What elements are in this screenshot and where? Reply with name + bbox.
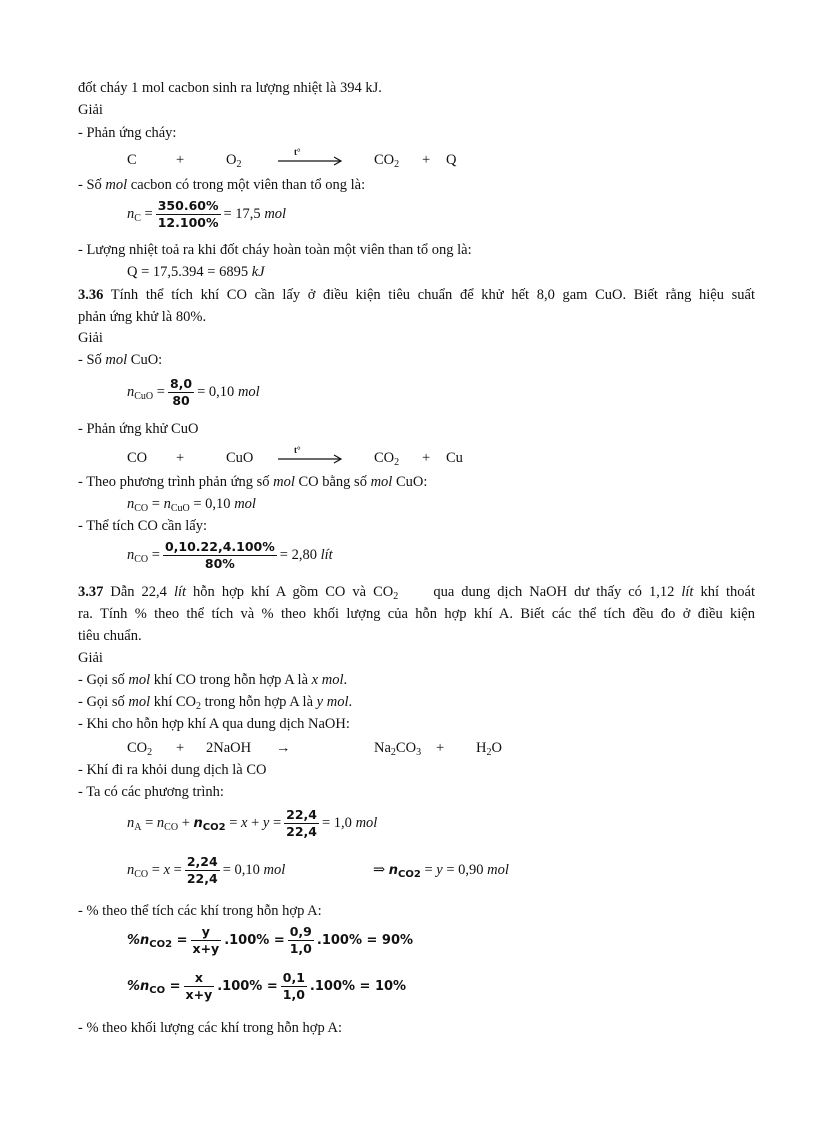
problem-3-37-number: 3.37 bbox=[78, 584, 104, 600]
stoich-label: - Theo phương trình phản ứng số mol CO bằng số mol CuO: bbox=[78, 474, 428, 490]
nco-volume-formula: $n_{CO}$ = $\frac{0,10.22,4.100\%}{80\%}$ = 2,80 lít bbox=[127, 539, 333, 572]
eq1-reactant-a: C bbox=[127, 152, 137, 168]
nc-fraction: $\frac{350.60\%}{12.100\%}$ bbox=[157, 198, 219, 231]
reduction-label: - Phản ứng khử CuO bbox=[78, 421, 199, 437]
combustion-label: - Phản ứng cháy: bbox=[78, 125, 177, 141]
problem-3-36-text: Tính thể tích khí CO cần lấy ở điều kiện tiêu chuẩn để khử hết 8,0 gam CuO. Biết rằng hiệu suất bbox=[110, 287, 755, 303]
volume-label: - Thể tích CO cần lấy: bbox=[78, 518, 207, 534]
eq1-plus2: + bbox=[422, 152, 431, 168]
let-x-line: - Gọi số mol khí CO trong hỗn hợp A là x mol. bbox=[78, 672, 348, 688]
ncuo-fraction: $\frac{8,0}{80}$ bbox=[169, 376, 193, 409]
eq3-product-c: $Na_2CO_3$ bbox=[374, 740, 422, 758]
heat-label: - Lượng nhiệt toả ra khi đốt cháy hoàn toàn một viên than tổ ong là: bbox=[78, 242, 472, 258]
svg-text:t°: t° bbox=[294, 445, 301, 455]
intro-text: đốt cháy 1 mol cacbon sinh ra lượng nhiệt là 394 kJ. bbox=[78, 80, 382, 96]
ncuo-formula: $n_{CuO}$ = $\frac{8,0}{80}$ = 0,10 mol bbox=[127, 376, 260, 409]
eq2-plus: + bbox=[176, 450, 185, 466]
eq1-product-c: $CO_2$ bbox=[374, 152, 400, 170]
eq1-plus: + bbox=[176, 152, 185, 168]
equations-label: - Ta có các phương trình: bbox=[78, 784, 224, 800]
right-arrow-icon: → bbox=[276, 740, 291, 756]
solution-heading-3: Giải bbox=[78, 650, 103, 666]
problem-3-36 bbox=[78, 286, 755, 304]
problem-3-37-text-2: ra. Tính % theo thể tích và % theo khối lượng của hỗn hợp khí A. Biết các thể tích đều đo ở điều kiện bbox=[78, 606, 755, 622]
problem-3-37: 3.37 Dẫn 22,4 lít hỗn hợp khí A gồm CO và $CO_2$ qua dung dịch NaOH dư thấy có 1,12 lít khí thoát bbox=[78, 584, 755, 602]
pct-co-formula: $\%n_{CO}$ = $\frac{x}{x+y}$ .100% = $\frac{0,1}{1,0}$ .100% = 10% bbox=[127, 970, 407, 1003]
problem-3-36-text-2: phản ứng khử là 80%. bbox=[78, 309, 207, 325]
solution-heading: Giải bbox=[78, 102, 103, 118]
problem-3-37-text-3: tiêu chuẩn. bbox=[78, 628, 142, 644]
let-y-line: - Gọi số mol khí $CO_2$ trong hỗn hợp A là y mol. bbox=[78, 694, 353, 712]
naoh-label: - Khi cho hỗn hợp khí A qua dung dịch NaOH: bbox=[78, 716, 350, 732]
equation-reduction bbox=[0, 445, 816, 469]
na-formula: $n_A = n_{CO} + n_{CO2} = x + y$ = $\frac{22,4}{22,4}$ = 1,0 mol bbox=[127, 807, 378, 840]
nco-equality: $n_{CO} = n_{CuO} = 0,10$ mol bbox=[127, 496, 256, 514]
nco-fraction: $\frac{0,10.22,4.100\%}{80\%}$ bbox=[164, 539, 275, 572]
volume-percent-label: - % theo thể tích các khí trong hỗn hợp A: bbox=[78, 903, 322, 919]
q-result: Q = 17,5.394 = 6895 kJ bbox=[127, 264, 265, 280]
eq1-reactant-b: $O_2$ bbox=[226, 152, 242, 170]
na-fraction: $\frac{22,4}{22,4}$ bbox=[286, 807, 317, 840]
eq1-product-d: Q bbox=[446, 152, 457, 168]
eq2-product-c: $CO_2$ bbox=[374, 450, 400, 468]
pct-co2-formula: $\%n_{CO2}$ = $\frac{y}{x+y}$ .100% = $\frac{0,9}{1,0}$ .100% = 90% bbox=[127, 924, 414, 957]
nco-x-formula: $n_{CO} = x$ = $\frac{2,24}{22,4}$ = 0,10 mol ⇒ $n_{CO2} = y = 0,90$ mol bbox=[127, 852, 667, 893]
problem-3-36-number: 3.36 bbox=[78, 287, 104, 303]
intro-line bbox=[78, 79, 382, 97]
mol-carbon-label: - Số mol cacbon có trong một viên than tổ ong là: bbox=[78, 177, 366, 193]
eq2-plus2: + bbox=[422, 450, 431, 466]
mol-cuo-label: - Số mol CuO: bbox=[78, 352, 163, 368]
nc-formula: $n_C$ = $\frac{350.60\%}{12.100\%}$ = 17,5 mol bbox=[127, 198, 287, 231]
eq2-reactant-a: CO bbox=[127, 450, 148, 466]
eq3-reactant-b: 2NaOH bbox=[206, 740, 252, 756]
eq3-product-d: $H_2O$ bbox=[476, 740, 502, 758]
svg-text:t°: t° bbox=[294, 147, 301, 157]
eq2-reactant-b: CuO bbox=[226, 450, 254, 466]
eq3-reactant-a: $CO_2$ bbox=[127, 740, 153, 758]
mass-percent-label: - % theo khối lượng các khí trong hỗn hợp A: bbox=[78, 1020, 343, 1036]
exit-gas-line: - Khí đi ra khỏi dung dịch là CO bbox=[78, 762, 267, 778]
eq2-product-d: Cu bbox=[446, 450, 463, 466]
equation-naoh bbox=[0, 739, 816, 759]
reaction-arrow-icon bbox=[276, 445, 346, 463]
eq3-plus: + bbox=[176, 740, 185, 756]
equation-combustion bbox=[0, 147, 816, 171]
eq3-plus2: + bbox=[436, 740, 445, 756]
implies-result: ⇒ $n_{CO2} = y = 0,90$ mol bbox=[373, 862, 509, 880]
nco-x-fraction: $\frac{2,24}{22,4}$ bbox=[186, 854, 218, 887]
reaction-arrow-icon bbox=[276, 147, 346, 165]
solution-heading-2: Giải bbox=[78, 330, 103, 346]
